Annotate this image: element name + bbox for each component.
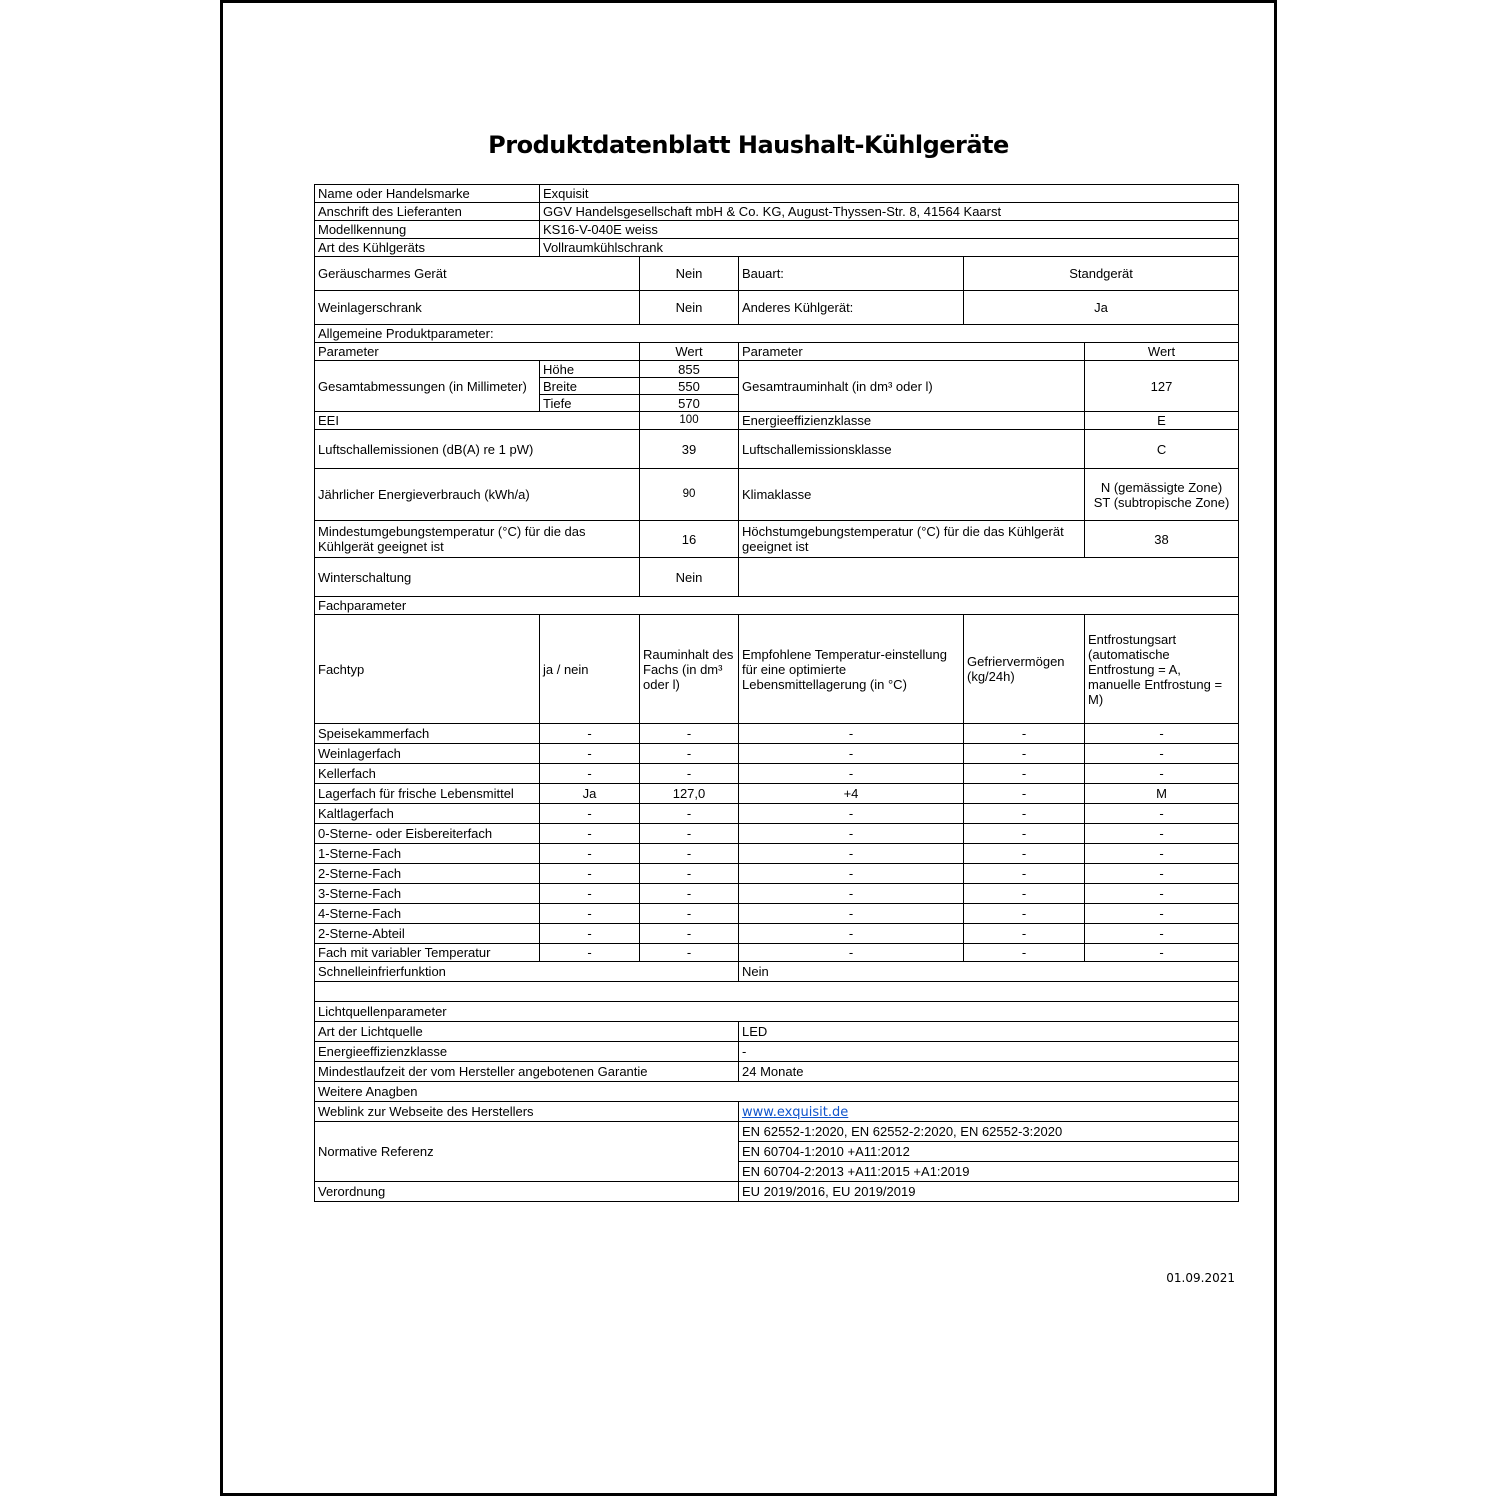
table-row (315, 904, 1239, 924)
info-row (315, 203, 1239, 221)
cell: - (964, 764, 1085, 784)
cell: Lagerfach für frische Lebensmittel (315, 784, 540, 804)
cell: Kaltlagerfach (315, 804, 540, 824)
efficiency-label: Energieeffizienzklasse (739, 412, 1085, 430)
flag-label: Geräuscharmes Gerät (315, 257, 640, 291)
section-heading-row (315, 1082, 1239, 1102)
norm-value: EN 60704-2:2013 +A11:2015 +A1:2019 (739, 1162, 1239, 1182)
cell: - (739, 884, 964, 904)
cell: - (1085, 944, 1239, 962)
cell: - (1085, 824, 1239, 844)
eei-row (315, 412, 1239, 430)
cell: - (964, 824, 1085, 844)
cell: - (964, 904, 1085, 924)
min-temp-label: Mindestumgebungstemperatur (°C) für die das Kühlgerät geeignet ist (315, 521, 640, 558)
info-label: Modellkennung (315, 221, 540, 239)
cell: 2-Sterne-Fach (315, 864, 540, 884)
energy-row (315, 469, 1239, 521)
cell: - (1085, 864, 1239, 884)
info-row (315, 185, 1239, 203)
table-row (315, 924, 1239, 944)
flag-value: Standgerät (964, 257, 1239, 291)
info-row (315, 239, 1239, 257)
cell: - (540, 924, 640, 944)
cell: - (739, 824, 964, 844)
efficiency-value: E (1085, 412, 1239, 430)
weblink-cell (739, 1102, 1239, 1122)
depth-label: Tiefe (540, 395, 640, 412)
empty-cell (315, 982, 1239, 1002)
dimension-row (315, 361, 1239, 378)
flag-label: Anderes Kühlgerät: (739, 291, 964, 325)
value-header: Wert (1085, 343, 1239, 361)
light-class-value: - (739, 1042, 1239, 1062)
regulation-label: Verordnung (315, 1182, 739, 1202)
column-header: Rauminhalt des Fachs (in dm³ oder l) (640, 615, 739, 724)
cell: - (739, 764, 964, 784)
cell: - (1085, 844, 1239, 864)
info-row (315, 221, 1239, 239)
info-label: Art des Kühlgeräts (315, 239, 540, 257)
noise-value: 39 (640, 430, 739, 469)
section-heading-row (315, 597, 1239, 615)
cell: - (1085, 884, 1239, 904)
light-class-label: Energieeffizienzklasse (315, 1042, 739, 1062)
table-row (315, 864, 1239, 884)
cell: Fach mit variabler Temperatur (315, 944, 540, 962)
cell: - (540, 944, 640, 962)
regulation-row (315, 1182, 1239, 1202)
table-row (315, 824, 1239, 844)
cell: - (640, 824, 739, 844)
info-value: KS16-V-040E weiss (540, 221, 1239, 239)
cell: - (964, 924, 1085, 944)
flags-row (315, 257, 1239, 291)
cell: - (739, 924, 964, 944)
info-value: Exquisit (540, 185, 1239, 203)
cell: - (964, 884, 1085, 904)
cell: - (1085, 904, 1239, 924)
light-row (315, 1022, 1239, 1042)
cell: +4 (739, 784, 964, 804)
cell: 3-Sterne-Fach (315, 884, 540, 904)
norm-value: EN 60704-1:2010 +A11:2012 (739, 1142, 1239, 1162)
table-row (315, 784, 1239, 804)
cell: - (964, 744, 1085, 764)
cell: - (1085, 804, 1239, 824)
winter-label: Winterschaltung (315, 558, 640, 597)
cell: - (640, 904, 739, 924)
light-row (315, 1042, 1239, 1062)
height-value: 855 (640, 361, 739, 378)
climate-label: Klimaklasse (739, 469, 1085, 521)
energy-label: Jährlicher Energieverbrauch (kWh/a) (315, 469, 640, 521)
table-row (315, 884, 1239, 904)
table-row (315, 744, 1239, 764)
param-header: Parameter (739, 343, 1085, 361)
volume-label: Gesamtrauminhalt (in dm³ oder l) (739, 361, 1085, 412)
cell: - (640, 744, 739, 764)
cell: - (739, 904, 964, 924)
cell: - (739, 864, 964, 884)
cell: - (540, 884, 640, 904)
noise-label: Luftschallemissionen (dB(A) re 1 pW) (315, 430, 640, 469)
datasheet-table (314, 184, 1239, 1202)
weblink-label: Weblink zur Webseite des Herstellers (315, 1102, 739, 1122)
regulation-value: EU 2019/2016, EU 2019/2019 (739, 1182, 1239, 1202)
cell: - (540, 724, 640, 744)
norm-label: Normative Referenz (315, 1122, 739, 1182)
energy-value: 90 (640, 469, 739, 521)
cell: - (1085, 724, 1239, 744)
cell: - (540, 904, 640, 924)
warranty-label: Mindestlaufzeit der vom Hersteller angebotenen Garantie (315, 1062, 739, 1082)
column-header: Fachtyp (315, 615, 540, 724)
info-value: GGV Handelsgesellschaft mbH & Co. KG, August-Thyssen-Str. 8, 41564 Kaarst (540, 203, 1239, 221)
cell: Kellerfach (315, 764, 540, 784)
flag-value: Nein (640, 257, 739, 291)
cell: - (1085, 924, 1239, 944)
quick-freeze-value: Nein (739, 962, 1239, 982)
cell: - (640, 864, 739, 884)
cell: 4-Sterne-Fach (315, 904, 540, 924)
cell: - (739, 804, 964, 824)
winter-value: Nein (640, 558, 739, 597)
volume-value: 127 (1085, 361, 1239, 412)
cell: - (640, 924, 739, 944)
cell: 2-Sterne-Abteil (315, 924, 540, 944)
cell: - (540, 864, 640, 884)
value-header: Wert (640, 343, 739, 361)
flags-row (315, 291, 1239, 325)
section-heading-row (315, 325, 1239, 343)
document-date: 01.09.2021 (1166, 1271, 1235, 1285)
cell: Weinlagerfach (315, 744, 540, 764)
cell: - (964, 784, 1085, 804)
light-type-label: Art der Lichtquelle (315, 1022, 739, 1042)
table-row (315, 804, 1239, 824)
cell: - (964, 844, 1085, 864)
column-header: ja / nein (540, 615, 640, 724)
cell: - (640, 724, 739, 744)
general-header-row (315, 343, 1239, 361)
warranty-value: 24 Monate (739, 1062, 1239, 1082)
flag-label: Weinlagerschrank (315, 291, 640, 325)
max-temp-label: Höchstumgebungstemperatur (°C) für die das Kühlgerät geeignet ist (739, 521, 1085, 558)
cell: - (540, 764, 640, 784)
cell: - (1085, 764, 1239, 784)
manufacturer-weblink[interactable]: www.exquisit.de (742, 1104, 849, 1120)
width-label: Breite (540, 378, 640, 395)
datasheet-page (220, 0, 1277, 1496)
section-heading: Lichtquellenparameter (315, 1002, 1239, 1022)
section-heading-row (315, 1002, 1239, 1022)
winter-row (315, 558, 1239, 597)
cell: - (640, 764, 739, 784)
info-value: Vollraumkühlschrank (540, 239, 1239, 257)
min-temp-value: 16 (640, 521, 739, 558)
cell: M (1085, 784, 1239, 804)
norm-row (315, 1122, 1239, 1142)
light-type-value: LED (739, 1022, 1239, 1042)
column-header: Empfohlene Temperatur-einstellung für eine optimierte Lebensmittellagerung (in °C) (739, 615, 964, 724)
warranty-row (315, 1062, 1239, 1082)
eei-value: 100 (640, 412, 739, 430)
cell: - (964, 944, 1085, 962)
flag-label: Bauart: (739, 257, 964, 291)
norm-value: EN 62552-1:2020, EN 62552-2:2020, EN 62552-3:2020 (739, 1122, 1239, 1142)
info-label: Anschrift des Lieferanten (315, 203, 540, 221)
cell: - (640, 944, 739, 962)
cell: - (540, 744, 640, 764)
section-heading: Allgemeine Produktparameter: (315, 325, 1239, 343)
cell: - (739, 724, 964, 744)
cell: - (540, 824, 640, 844)
width-value: 550 (640, 378, 739, 395)
table-row (315, 724, 1239, 744)
spacer-row (315, 982, 1239, 1002)
max-temp-value: 38 (1085, 521, 1239, 558)
flag-value: Nein (640, 291, 739, 325)
cell: Speisekammerfach (315, 724, 540, 744)
eei-label: EEI (315, 412, 640, 430)
cell: - (640, 884, 739, 904)
cell: - (739, 844, 964, 864)
cell: - (964, 804, 1085, 824)
cell: - (640, 844, 739, 864)
noise-class-label: Luftschallemissionsklasse (739, 430, 1085, 469)
param-header: Parameter (315, 343, 640, 361)
table-row (315, 944, 1239, 962)
temperature-row (315, 521, 1239, 558)
noise-row (315, 430, 1239, 469)
height-label: Höhe (540, 361, 640, 378)
table-row (315, 764, 1239, 784)
cell: 1-Sterne-Fach (315, 844, 540, 864)
table-row (315, 844, 1239, 864)
cell: - (540, 804, 640, 824)
cell: 0-Sterne- oder Eisbereiterfach (315, 824, 540, 844)
cell: - (540, 844, 640, 864)
cell: - (964, 724, 1085, 744)
compartment-header-row (315, 615, 1239, 724)
climate-value (1085, 469, 1239, 521)
dimensions-label: Gesamtabmessungen (in Millimeter) (315, 361, 540, 412)
weblink-row (315, 1102, 1239, 1122)
depth-value: 570 (640, 395, 739, 412)
column-header: Entfrostungsart (automatische Entfrostung = A, manuelle Entfrostung = M) (1085, 615, 1239, 724)
climate-value-1: N (gemässigte Zone) (1100, 479, 1223, 495)
quick-freeze-row (315, 962, 1239, 982)
flag-value: Ja (964, 291, 1239, 325)
cell: - (1085, 744, 1239, 764)
section-heading: Fachparameter (315, 597, 1239, 615)
column-header: Gefriervermögen (kg/24h) (964, 615, 1085, 724)
quick-freeze-label: Schnelleinfrierfunktion (315, 962, 739, 982)
cell: - (739, 944, 964, 962)
cell: - (739, 744, 964, 764)
section-heading: Weitere Anagben (315, 1082, 1239, 1102)
cell: Ja (540, 784, 640, 804)
cell: 127,0 (640, 784, 739, 804)
climate-value-2: ST (subtropische Zone) (1093, 494, 1230, 510)
info-label: Name oder Handelsmarke (315, 185, 540, 203)
cell: - (640, 804, 739, 824)
cell: - (964, 864, 1085, 884)
noise-class-value: C (1085, 430, 1239, 469)
empty-cell (739, 558, 1239, 597)
page-title: Produktdatenblatt Haushalt-Kühlgeräte (488, 131, 1009, 159)
